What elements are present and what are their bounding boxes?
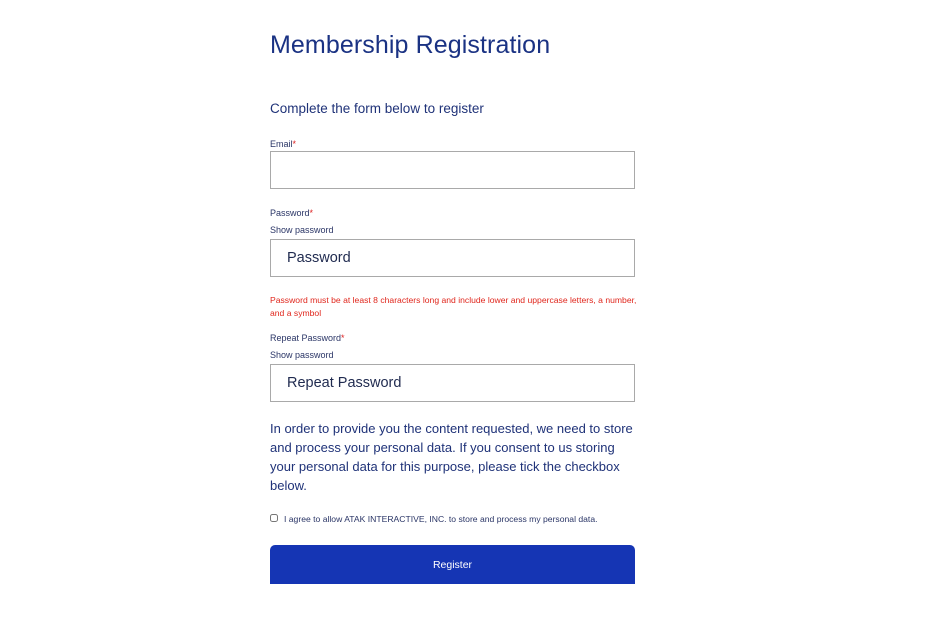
repeat-password-input[interactable] — [270, 364, 635, 402]
consent-checkbox-label: I agree to allow ATAK INTERACTIVE, INC. to store and process my personal data. — [284, 514, 598, 524]
password-label — [270, 208, 313, 218]
page-title: Membership Registration — [270, 31, 551, 59]
required-mark: * — [292, 139, 297, 149]
email-input[interactable] — [270, 151, 635, 189]
consent-text: In order to provide you the content requested, we need to store and process your personal data. If you consent to us storing your personal data for this purpose, please tick the checkbox below. — [270, 421, 633, 493]
email-label-text: Email — [270, 139, 293, 149]
show-password-toggle[interactable]: Show password — [270, 225, 334, 235]
required-mark: * — [341, 333, 345, 343]
consent-checkbox[interactable] — [270, 514, 278, 522]
register-button[interactable]: Register — [270, 545, 635, 584]
required-mark: * — [309, 208, 314, 218]
email-label — [270, 139, 296, 149]
password-input[interactable] — [270, 239, 635, 277]
consent-checkbox-row[interactable] — [270, 513, 597, 523]
form-intro: Complete the form below to register — [270, 101, 484, 116]
repeat-password-label — [270, 333, 345, 343]
repeat-password-label-text: Repeat Password — [270, 333, 342, 343]
show-repeat-password-toggle[interactable]: Show password — [270, 350, 334, 360]
password-error-message: Password must be at least 8 characters long and include lower and uppercase letters, a number, and a symbol — [270, 295, 637, 318]
password-label-text: Password — [270, 208, 310, 218]
